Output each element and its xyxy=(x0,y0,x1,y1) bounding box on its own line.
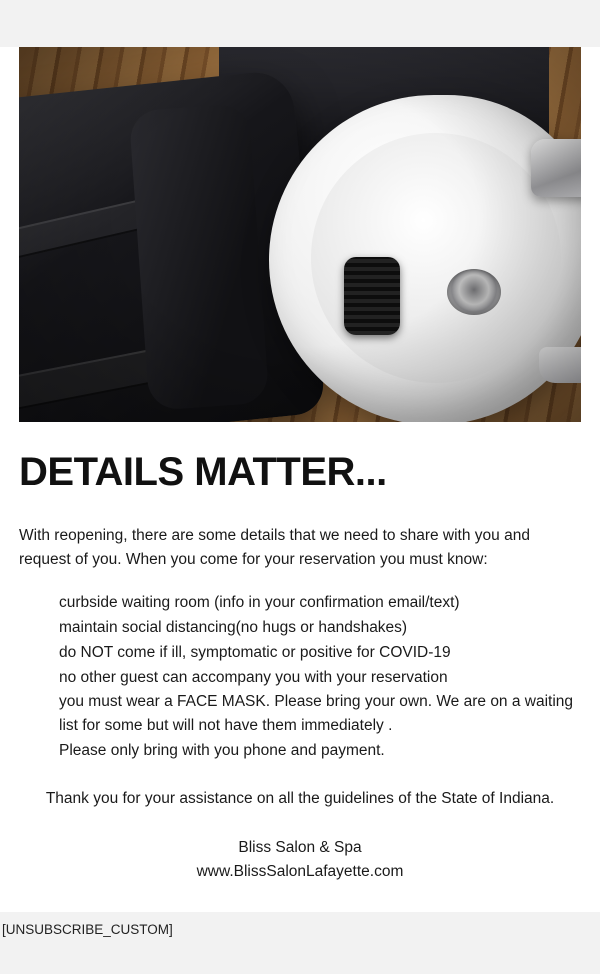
email-content xyxy=(0,450,600,884)
list-item: Please only bring with you phone and payment. xyxy=(59,742,385,760)
email-body xyxy=(0,47,600,974)
salon-name: Bliss Salon & Spa xyxy=(238,839,362,857)
intro-paragraph: With reopening, there are some details that we need to share with you and request of you. When you come for your reservation you must know: xyxy=(19,527,530,569)
page-top-margin xyxy=(0,0,600,47)
content-bottom-spacer xyxy=(0,884,600,912)
list-item: curbside waiting room (info in your confirmation email/text) xyxy=(59,593,460,611)
signature-block xyxy=(19,836,581,884)
image-vignette xyxy=(19,47,581,422)
hero-image-container xyxy=(0,47,600,422)
guideline-list xyxy=(59,591,581,763)
salon-website-link[interactable]: www.BlissSalonLafayette.com xyxy=(196,863,404,881)
list-item: you must wear a FACE MASK. Please bring your own. We are on a waiting list for some but will not have them immediately . xyxy=(59,693,574,735)
thank-you-text: Thank you for your assistance on all the guidelines of the State of Indiana. xyxy=(45,789,555,807)
salon-shampoo-bowl-image xyxy=(19,47,581,422)
email-footer xyxy=(0,912,600,974)
list-item: do NOT come if ill, symptomatic or positive for COVID-19 xyxy=(59,643,451,661)
list-item: no other guest can accompany you with your reservation xyxy=(59,668,448,686)
page-title: DETAILS MATTER... xyxy=(19,450,387,494)
list-item: maintain social distancing(no hugs or handshakes) xyxy=(59,618,408,636)
unsubscribe-link[interactable]: [UNSUBSCRIBE_CUSTOM] xyxy=(2,921,173,937)
